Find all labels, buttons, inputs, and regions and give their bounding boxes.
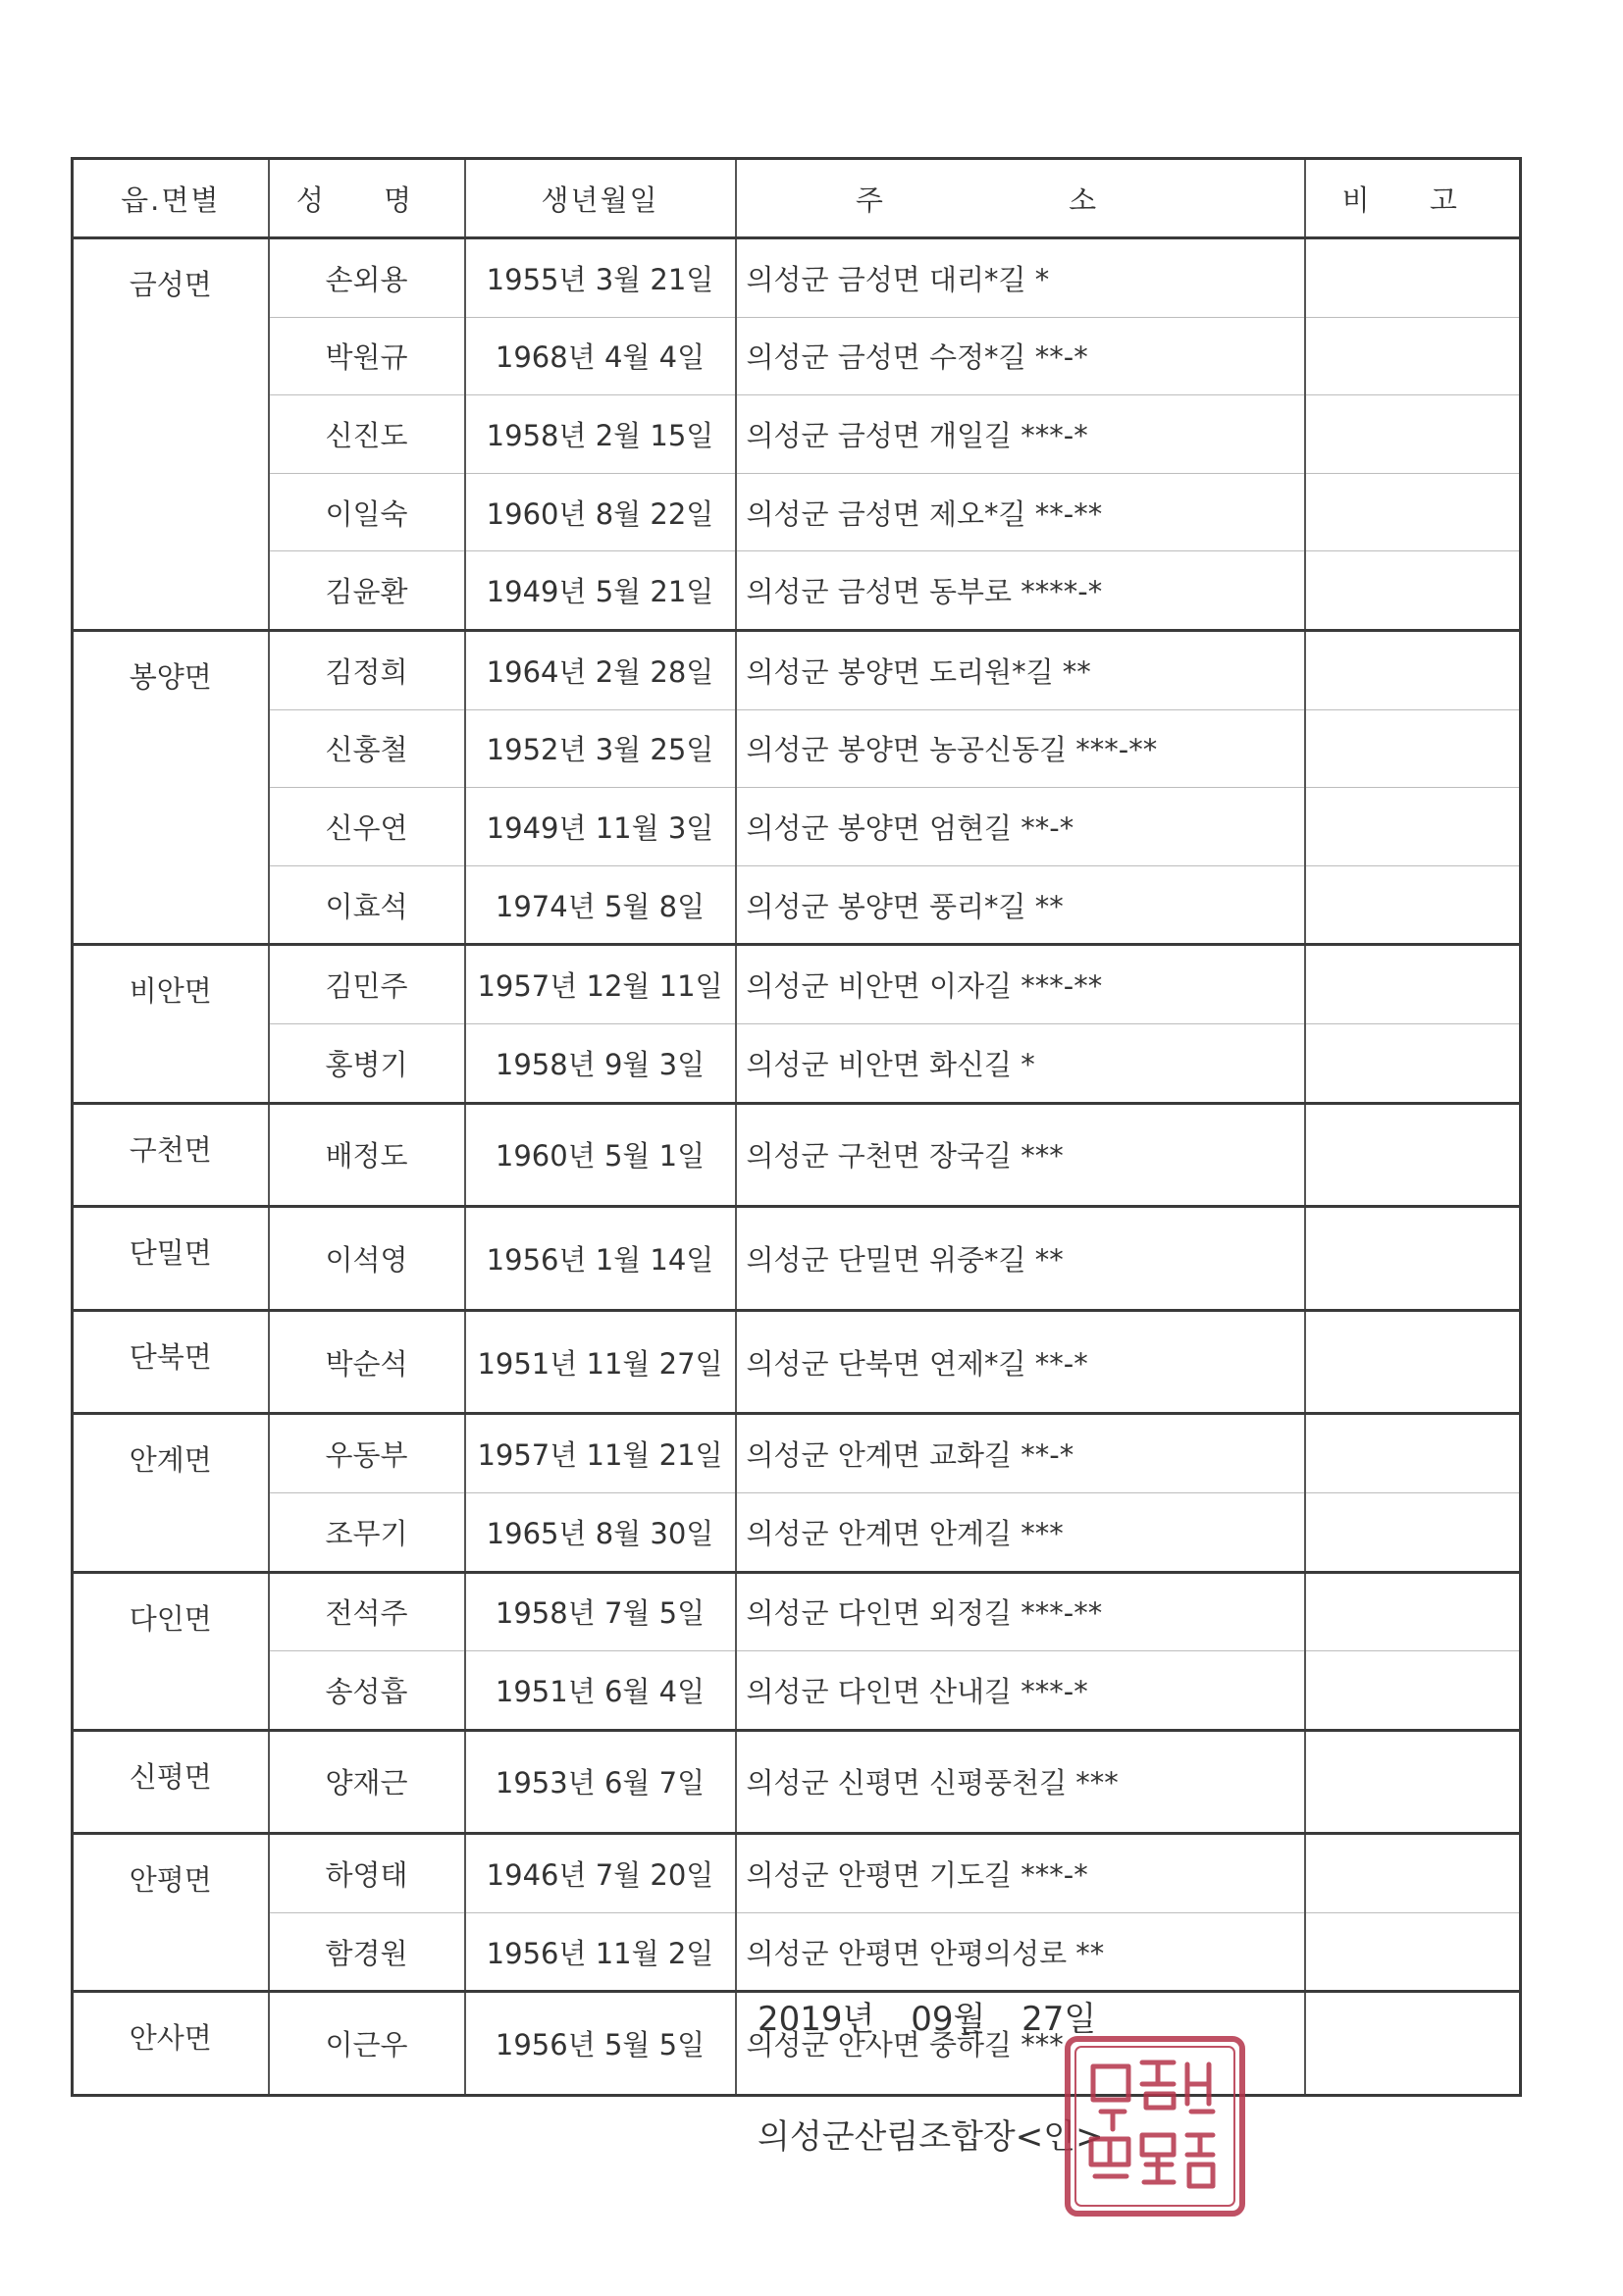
note-cell (1305, 1572, 1521, 1651)
organization-signature: 의성군산림조합장<인> (758, 2117, 1104, 2157)
note-cell (1305, 317, 1521, 395)
district-cell: 봉양면 (73, 630, 269, 944)
table-row (73, 788, 1521, 866)
name-cell: 전석주 (269, 1572, 465, 1651)
name-cell: 송성흡 (269, 1651, 465, 1731)
district-cell: 단밀면 (73, 1207, 269, 1311)
issue-date (758, 1992, 1110, 2040)
district-cell: 신평면 (73, 1730, 269, 1834)
name-cell: 양재근 (269, 1730, 465, 1834)
table-row (73, 1023, 1521, 1103)
member-roster-table (71, 157, 1522, 2097)
name-cell: 함경원 (269, 1912, 465, 1992)
issue-date-day: 27일 (1021, 2000, 1097, 2039)
birth-date-cell: 1946년 7월 20일 (465, 1834, 736, 1913)
table-body (73, 238, 1521, 2096)
district-cell: 구천면 (73, 1103, 269, 1207)
address-cell: 의성군 안사면 중하길 *** (736, 1992, 1305, 2096)
name-cell: 김정희 (269, 630, 465, 709)
district-cell: 단북면 (73, 1310, 269, 1414)
birth-date-cell: 1958년 9월 3일 (465, 1023, 736, 1103)
note-cell (1305, 1492, 1521, 1572)
birth-date-cell: 1965년 8월 30일 (465, 1492, 736, 1572)
name-cell: 하영태 (269, 1834, 465, 1913)
birth-date-cell: 1956년 5월 5일 (465, 1992, 736, 2096)
name-cell: 신홍철 (269, 709, 465, 788)
address-cell: 의성군 안평면 기도길 ***-* (736, 1834, 1305, 1913)
table-row (73, 1572, 1521, 1651)
note-cell (1305, 238, 1521, 318)
district-cell: 다인면 (73, 1572, 269, 1730)
name-cell: 신진도 (269, 395, 465, 474)
name-cell: 손외용 (269, 238, 465, 318)
note-cell (1305, 1207, 1521, 1311)
note-cell (1305, 788, 1521, 866)
district-cell: 금성면 (73, 238, 269, 631)
address-cell: 의성군 단북면 연제*길 **-* (736, 1310, 1305, 1414)
birth-date-cell: 1957년 12월 11일 (465, 945, 736, 1024)
name-cell: 홍병기 (269, 1023, 465, 1103)
table-row (73, 317, 1521, 395)
address-cell: 의성군 금성면 동부로 ****-* (736, 551, 1305, 631)
note-cell (1305, 945, 1521, 1024)
address-cell: 의성군 안계면 안계길 *** (736, 1492, 1305, 1572)
name-cell: 이석영 (269, 1207, 465, 1311)
name-cell: 박원규 (269, 317, 465, 395)
header-name: 성 명 (269, 159, 465, 238)
table-row (73, 551, 1521, 631)
birth-date-cell: 1953년 6월 7일 (465, 1730, 736, 1834)
birth-date-cell: 1952년 3월 25일 (465, 709, 736, 788)
note-cell (1305, 630, 1521, 709)
name-cell: 이근우 (269, 1992, 465, 2096)
district-cell: 안평면 (73, 1834, 269, 1992)
table-row (73, 1834, 1521, 1913)
table-row (73, 1492, 1521, 1572)
issue-date-month: 09월 (911, 2000, 986, 2039)
address-cell: 의성군 비안면 이자길 ***-** (736, 945, 1305, 1024)
address-cell: 의성군 다인면 외정길 ***-** (736, 1572, 1305, 1651)
birth-date-cell: 1956년 1월 14일 (465, 1207, 736, 1311)
note-cell (1305, 1310, 1521, 1414)
name-cell: 김윤환 (269, 551, 465, 631)
note-cell (1305, 473, 1521, 551)
note-cell (1305, 1103, 1521, 1207)
birth-date-cell: 1956년 11월 2일 (465, 1912, 736, 1992)
table-row (73, 395, 1521, 474)
address-cell: 의성군 비안면 화신길 * (736, 1023, 1305, 1103)
table-row (73, 1207, 1521, 1311)
header-note: 비 고 (1305, 159, 1521, 238)
note-cell (1305, 1912, 1521, 1992)
address-cell: 의성군 봉양면 도리원*길 ** (736, 630, 1305, 709)
official-seal-stamp (1062, 2033, 1248, 2219)
address-cell: 의성군 금성면 수정*길 **-* (736, 317, 1305, 395)
table-row (73, 709, 1521, 788)
birth-date-cell: 1960년 5월 1일 (465, 1103, 736, 1207)
district-cell: 안사면 (73, 1992, 269, 2096)
address-cell: 의성군 안계면 교화길 **-* (736, 1414, 1305, 1493)
birth-date-cell: 1960년 8월 22일 (465, 473, 736, 551)
note-cell (1305, 551, 1521, 631)
address-cell: 의성군 구천면 장국길 *** (736, 1103, 1305, 1207)
note-cell (1305, 1023, 1521, 1103)
name-cell: 박순석 (269, 1310, 465, 1414)
district-cell: 안계면 (73, 1414, 269, 1572)
note-cell (1305, 1992, 1521, 2096)
birth-date-cell: 1951년 11월 27일 (465, 1310, 736, 1414)
birth-date-cell: 1974년 5월 8일 (465, 865, 736, 945)
table-row (73, 1310, 1521, 1414)
birth-date-cell: 1957년 11월 21일 (465, 1414, 736, 1493)
birth-date-cell: 1949년 5월 21일 (465, 551, 736, 631)
name-cell: 우동부 (269, 1414, 465, 1493)
note-cell (1305, 1730, 1521, 1834)
table-row (73, 630, 1521, 709)
table-row (73, 1730, 1521, 1834)
header-row (73, 159, 1521, 238)
address-cell: 의성군 단밀면 위중*길 ** (736, 1207, 1305, 1311)
table-row (73, 1414, 1521, 1493)
table-row (73, 1103, 1521, 1207)
address-cell: 의성군 봉양면 농공신동길 ***-** (736, 709, 1305, 788)
name-cell: 김민주 (269, 945, 465, 1024)
birth-date-cell: 1964년 2월 28일 (465, 630, 736, 709)
table-row (73, 865, 1521, 945)
birth-date-cell: 1958년 2월 15일 (465, 395, 736, 474)
note-cell (1305, 709, 1521, 788)
name-cell: 이효석 (269, 865, 465, 945)
address-cell: 의성군 신평면 신평풍천길 *** (736, 1730, 1305, 1834)
issue-date-year: 2019년 (758, 2000, 875, 2039)
note-cell (1305, 395, 1521, 474)
note-cell (1305, 1834, 1521, 1913)
address-cell: 의성군 봉양면 풍리*길 ** (736, 865, 1305, 945)
header-district: 읍.면별 (73, 159, 269, 238)
name-cell: 이일숙 (269, 473, 465, 551)
note-cell (1305, 865, 1521, 945)
address-cell: 의성군 안평면 안평의성로 ** (736, 1912, 1305, 1992)
birth-date-cell: 1958년 7월 5일 (465, 1572, 736, 1651)
address-cell: 의성군 금성면 개일길 ***-* (736, 395, 1305, 474)
birth-date-cell: 1968년 4월 4일 (465, 317, 736, 395)
birth-date-cell: 1951년 6월 4일 (465, 1651, 736, 1731)
address-cell: 의성군 금성면 제오*길 **-** (736, 473, 1305, 551)
table-row (73, 945, 1521, 1024)
header-address: 주 소 (736, 159, 1305, 238)
birth-date-cell: 1949년 11월 3일 (465, 788, 736, 866)
table-row (73, 1651, 1521, 1731)
address-cell: 의성군 금성면 대리*길 * (736, 238, 1305, 318)
name-cell: 신우연 (269, 788, 465, 866)
name-cell: 배정도 (269, 1103, 465, 1207)
note-cell (1305, 1414, 1521, 1493)
name-cell: 조무기 (269, 1492, 465, 1572)
table-header (73, 159, 1521, 238)
table-row (73, 1912, 1521, 1992)
address-cell: 의성군 봉양면 엄현길 **-* (736, 788, 1305, 866)
district-cell: 비안면 (73, 945, 269, 1103)
note-cell (1305, 1651, 1521, 1731)
header-birth-date: 생년월일 (465, 159, 736, 238)
birth-date-cell: 1955년 3월 21일 (465, 238, 736, 318)
table-row (73, 238, 1521, 318)
table-row (73, 473, 1521, 551)
address-cell: 의성군 다인면 산내길 ***-* (736, 1651, 1305, 1731)
